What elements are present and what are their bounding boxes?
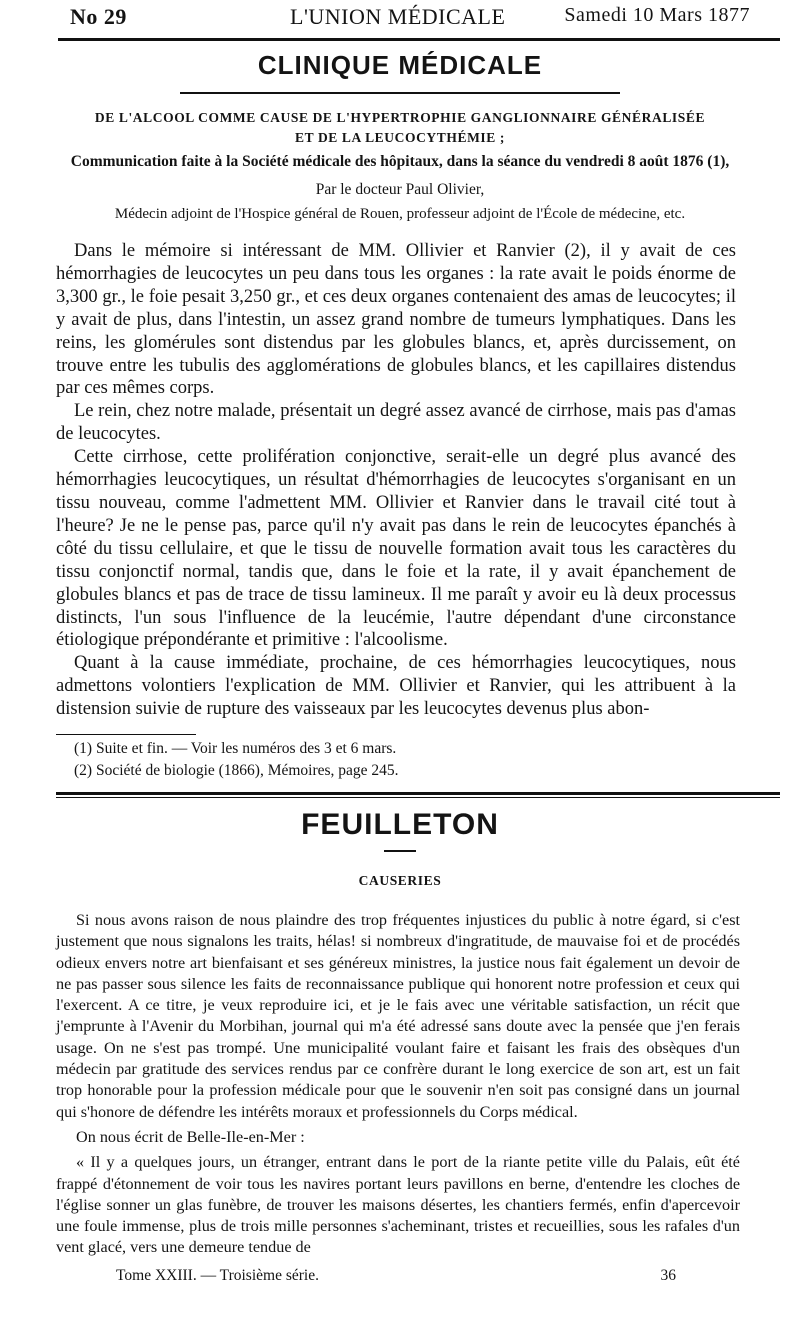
feuilleton-rule-bottom	[56, 797, 780, 798]
feuilleton-paragraph: On nous écrit de Belle-Ile-en-Mer :	[76, 1127, 305, 1146]
body-paragraph: Dans le mémoire si intéressant de MM. Ollivier et Ranvier (2), il y avait de ces hémorrhagies de leucocytes un peu dans tous les organes : la rate avait le poids énorme de 3,300 gr., le foie pesait 3,250 gr., et ces deux organes contenaient des amas de leucocytes; il y avait de plus, dans l'intestin, un assez grand nombre de tumeurs lymphatiques. Dans les reins, les glomérules sont distendus par les globules blancs, et, après durcissement, on trouve entre les tubulis des agglomérations de globules blancs, et les capillaires distendus par ces mêmes corps.	[56, 241, 736, 399]
article-body	[56, 240, 736, 721]
body-paragraph: Le rein, chez notre malade, présentait un degré assez avancé de cirrhose, mais pas d'amas de leucocytes.	[56, 401, 736, 445]
masthead	[30, 4, 780, 32]
article-title-line1: DE L'ALCOOL COMME CAUSE DE L'HYPERTROPHIE GANGLIONNAIRE GÉNÉRALISÉE	[94, 110, 706, 125]
masthead-rule	[58, 38, 780, 41]
feuilleton-subtitle: CAUSERIES	[358, 873, 442, 888]
feuilleton-dash	[384, 850, 416, 852]
feuilleton-body	[56, 910, 740, 1259]
author-line: Par le docteur Paul Olivier,	[315, 181, 485, 198]
feuilleton-paragraph: Si nous avons raison de nous plaindre des trop fréquentes injustices du public à notre égard, si c'est justement que nous signalons les traits, hélas! si nombreux d'ingratitude, de mauvaise foi et de procédés odieux envers notre art bienfaisant et ses généreux ministres, la justice nous fait également un devoir de ne pas passer sous silence les faits de reconnaissance publique qui honorent notre profession et ceux qui l'exercent. A ce titre, je veux reproduire ici, et je le fais avec une véritable satisfaction, un récit que j'emprunte à l'Avenir du Morbihan, journal qui m'a été adressé sans doute avec la pensée que j'en ferais usage. On ne s'est pas trompé. Une municipalité voulant faire et faisant les frais des obsèques d'un médecin par gratitude des services rendus par ce confrère durant le long exercice de son art, est un fait trop honorable pour la profession médicale pour que le souvenir n'en soit pas consigné dans un journal qui s'honore de défendre les intérêts moraux et professionnels du Corps médical.	[56, 911, 740, 1121]
footnote-1: (1) Suite et fin. — Voir les numéros des 3 et 6 mars.	[74, 740, 397, 757]
communication-line: Communication faite à la Société médicale des hôpitaux, dans la séance du vendredi 8 août 1876 (1),	[70, 153, 730, 170]
page-footer	[116, 1267, 676, 1285]
body-paragraph: Cette cirrhose, cette prolifération conjonctive, serait-elle un degré plus avancé des hémorrhagies leucocytiques, un résultat d'hémorrhagies de leucocytes s'organisant en un tissu nouveau, comme l'admettent MM. Ollivier et Ranvier dans le travail cité tout à l'heure? Je ne le pense pas, parce qu'il n'y avait pas dans le rein de leucocytes épanchés à côté du tissu cellulaire, et que le tissu de nouvelle formation avait tous les caractères du tissu conjonctif normal, tandis que, dans le foie et la rate, il y avait épanchement de globules blancs et pas de trace de tissu lamineux. Il me paraît y avoir eu là deux processus distincts, l'un sous l'influence de la leucémie, l'autre dépendant d'une circonstance étiologique prépondérante et primitive : l'alcoolisme.	[56, 447, 736, 651]
issue-date: Samedi 10 Mars 1877	[564, 4, 750, 26]
title-underline	[180, 92, 620, 94]
section-title-feuilleton: FEUILLETON	[301, 808, 499, 841]
section-title-clinique: CLINIQUE MÉDICALE	[257, 50, 543, 80]
body-paragraph: Quant à la cause immédiate, prochaine, de ces hémorrhagies leucocytiques, nous admettons volontiers l'explication de MM. Ollivier et Ranvier, qui les attribuent à la distension suivie de rupture des vaisseaux par les leucocytes devenus plus abon-	[56, 653, 736, 720]
footnotes	[74, 738, 674, 782]
feuilleton-rule-top	[56, 792, 780, 795]
affiliation-line: Médecin adjoint de l'Hospice général de Rouen, professeur adjoint de l'École de médecine, etc.	[114, 206, 686, 222]
issue-number: No 29	[70, 4, 127, 29]
feuilleton-paragraph: « Il y a quelques jours, un étranger, entrant dans le port de la riante petite ville du Palais, eût été frappé d'étonnement de voir tous les navires portant leurs pavillons en berne, d'entendre les cloches de l'église sonner un glas funèbre, de trouver les maisons désertes, les chantiers fermés, enfin d'apercevoir une foule immense, plus de trois mille personnes s'acheminant, tristes et recueillies, sous les rafales d'un vent glacé, vers une demeure tendue de	[56, 1153, 740, 1257]
footnote-2: (2) Société de biologie (1866), Mémoires, page 245.	[74, 762, 399, 779]
article-title-line2: ET DE LA LEUCOCYTHÉMIE ;	[295, 130, 505, 145]
volume-line: Tome XXIII. — Troisième série.	[116, 1267, 319, 1284]
footnote-rule	[56, 734, 196, 735]
page-number: 36	[660, 1267, 676, 1284]
journal-title: L'UNION MÉDICALE	[290, 4, 506, 29]
